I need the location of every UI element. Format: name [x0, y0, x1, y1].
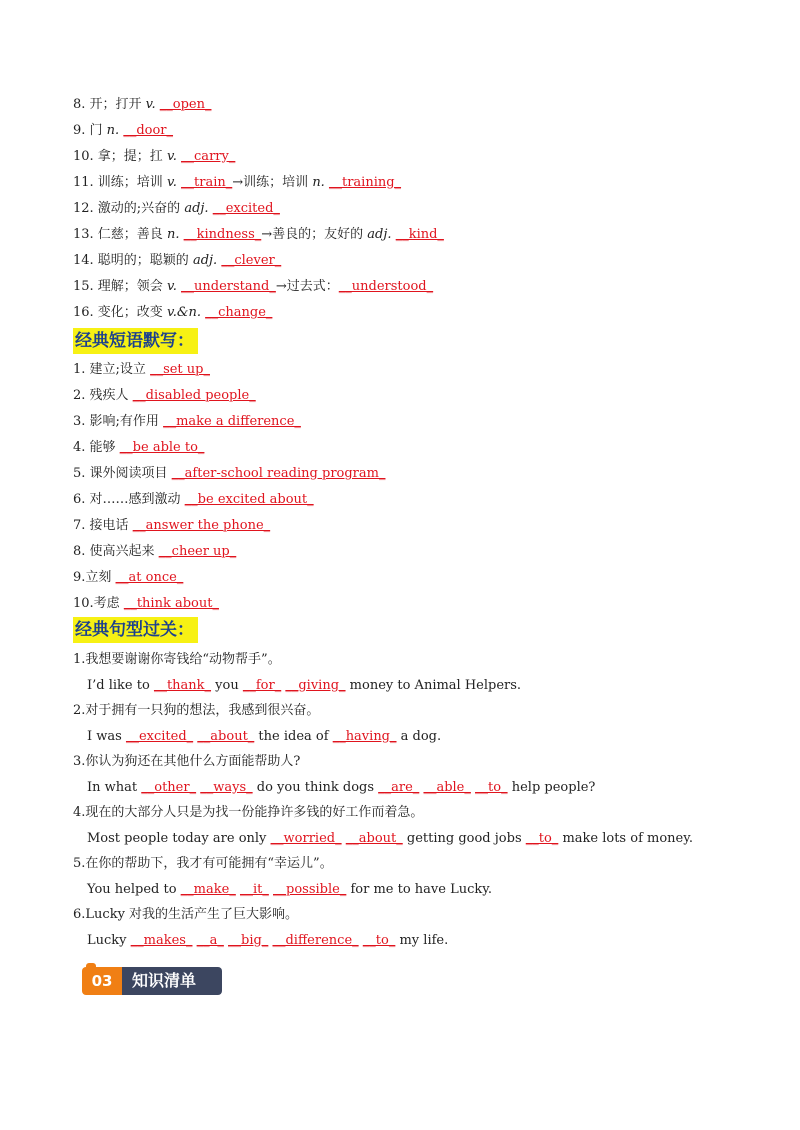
phrase-prompt: 2. 残疾人 — [73, 388, 133, 403]
vocab-prompt: 9. 门 — [73, 123, 107, 138]
part-of-speech: n. — [106, 123, 120, 138]
sentence-english — [87, 830, 693, 848]
vocab-answer: __understand_ — [181, 279, 276, 294]
sentence-text: make lots of money. — [558, 831, 693, 846]
sentence-chinese: 3.你认为狗还在其他什么方面能帮助人? — [73, 754, 301, 769]
sentence-english — [87, 881, 492, 899]
phrase-answer: __make a difference_ — [163, 414, 301, 429]
sentence-answer: __about_ — [197, 729, 255, 744]
sentences-heading: 经典句型过关： — [73, 617, 198, 643]
sentence-text: my life. — [395, 933, 449, 948]
part-of-speech: adj. — [184, 201, 209, 216]
sentence-text: Most people today are only — [87, 831, 271, 846]
vocab-prompt: 11. 训练；培训 — [73, 175, 167, 190]
sentence-text: getting good jobs — [402, 831, 526, 846]
phrase-answer: __set up_ — [150, 362, 210, 377]
phrase-answer: __at once_ — [115, 570, 184, 585]
vocab-item — [73, 226, 444, 244]
arrow-icon: → — [275, 279, 287, 294]
sentence-text: Lucky — [87, 933, 131, 948]
vocab-item — [73, 200, 280, 218]
sentence-text: I was — [87, 729, 126, 744]
vocab-answer: __open_ — [159, 97, 212, 112]
vocab-item — [73, 174, 401, 192]
sentence-english — [87, 779, 595, 797]
sentence-text: for me to have Lucky. — [346, 882, 492, 897]
part-of-speech: n. — [312, 175, 325, 190]
phrase-prompt: 6. 对……感到激动 — [73, 492, 185, 507]
sentence-answer: __a_ — [196, 933, 224, 948]
phrase-item — [73, 543, 236, 561]
sentence-english — [87, 932, 448, 950]
vocab-prompt: 10. 拿；提；扛 — [73, 149, 167, 164]
sentence-text: money to Animal Helpers. — [345, 678, 522, 693]
sentence-answer: __to_ — [362, 933, 396, 948]
phrase-answer: __disabled people_ — [132, 388, 256, 403]
phrase-answer: __be excited about_ — [184, 492, 314, 507]
phrase-item — [73, 569, 183, 587]
phrase-answer: __cheer up_ — [158, 544, 237, 559]
phrase-item — [73, 439, 204, 457]
sentence-answer: __about_ — [345, 831, 403, 846]
part-of-speech: adj. — [367, 227, 392, 242]
vocab-prompt: 12. 激动的;兴奋的 — [73, 201, 185, 216]
sentence-answer: __to_ — [475, 780, 508, 795]
vocab-item — [73, 304, 272, 322]
sentence-answer: __it_ — [239, 882, 269, 897]
sentence-answer: __possible_ — [273, 882, 347, 897]
phrase-item — [73, 413, 301, 431]
phrase-item — [73, 361, 210, 379]
sentence-chinese: 6.Lucky 对我的生活产生了巨大影响。 — [73, 907, 299, 922]
sentence-answer: __ways_ — [200, 780, 253, 795]
vocab-derived-prompt: 善良的；友好的 — [272, 227, 368, 242]
vocab-derived-prompt: 过去式： — [286, 279, 339, 294]
sentence-answer: __giving_ — [285, 678, 346, 693]
part-of-speech: v. — [166, 175, 177, 190]
part-of-speech: v. — [166, 279, 177, 294]
phrase-prompt: 5. 课外阅读项目 — [73, 466, 172, 481]
arrow-icon: → — [232, 175, 244, 190]
section-number: 03 — [82, 967, 122, 995]
vocab-item — [73, 122, 173, 140]
sentence-text: help people? — [507, 780, 596, 795]
sentence-text: In what — [87, 780, 142, 795]
phrase-prompt: 9.立刻 — [73, 570, 116, 585]
sentence-answer: __make_ — [180, 882, 236, 897]
sentence-answer: __to_ — [525, 831, 559, 846]
phrase-item — [73, 595, 219, 613]
phrase-answer: __after-school reading program_ — [171, 466, 386, 481]
vocab-item — [73, 96, 211, 114]
sentence-text: the idea of — [254, 729, 333, 744]
sentence-answer: __excited_ — [125, 729, 194, 744]
vocab-derived-answer: __understood_ — [338, 279, 434, 294]
vocab-item — [73, 148, 235, 166]
phrases-heading: 经典短语默写： — [73, 328, 198, 354]
part-of-speech: v. — [166, 149, 177, 164]
sentence-answer: __for_ — [242, 678, 282, 693]
vocab-answer: __excited_ — [212, 201, 280, 216]
vocab-derived-answer: __training_ — [328, 175, 402, 190]
vocab-prompt: 15. 理解；领会 — [73, 279, 167, 294]
phrase-prompt: 8. 使高兴起来 — [73, 544, 159, 559]
section-badge — [82, 964, 222, 998]
vocab-derived-prompt: 训练；培训 — [243, 175, 313, 190]
sentence-chinese: 4.现在的大部分人只是为找一份能挣许多钱的好工作而着急。 — [73, 805, 424, 820]
phrase-item — [73, 491, 314, 509]
sentence-answer: __big_ — [228, 933, 269, 948]
sentence-answer: __difference_ — [272, 933, 359, 948]
sentence-answer: __worried_ — [270, 831, 342, 846]
vocab-answer: __train_ — [181, 175, 233, 190]
vocab-prompt: 13. 仁慈；善良 — [73, 227, 167, 242]
sentence-text: do you think dogs — [252, 780, 379, 795]
vocab-derived-answer: __kind_ — [395, 227, 444, 242]
phrase-item — [73, 517, 270, 535]
part-of-speech: adj. — [192, 253, 218, 268]
sentence-answer: __are_ — [378, 780, 420, 795]
section-title: 知识清单 — [122, 967, 222, 995]
sentence-text: you — [211, 678, 243, 693]
sentence-text: I’d like to — [87, 678, 154, 693]
sentence-answer: __makes_ — [130, 933, 193, 948]
vocab-answer: __carry_ — [181, 149, 236, 164]
phrase-answer: __answer the phone_ — [132, 518, 271, 533]
part-of-speech: v. — [145, 97, 156, 112]
part-of-speech: n. — [166, 227, 180, 242]
sentence-english — [87, 728, 441, 746]
phrase-prompt: 10.考虑 — [73, 596, 124, 611]
sentence-english — [87, 677, 521, 695]
arrow-icon: → — [261, 227, 273, 242]
phrase-item — [73, 387, 256, 405]
sentence-chinese: 5.在你的帮助下，我才有可能拥有“幸运儿”。 — [73, 856, 333, 871]
sentence-answer: __thank_ — [153, 678, 212, 693]
vocab-answer: __clever_ — [221, 253, 282, 268]
vocab-answer: __kindness_ — [183, 227, 262, 242]
vocab-item — [73, 278, 433, 296]
sentence-answer: __other_ — [141, 780, 197, 795]
vocab-prompt: 16. 变化；改变 — [73, 305, 167, 320]
sentence-answer: __having_ — [332, 729, 397, 744]
part-of-speech: v.&n. — [166, 305, 201, 320]
vocab-item — [73, 252, 281, 270]
phrase-prompt: 3. 影响;有作用 — [73, 414, 164, 429]
vocab-answer: __change_ — [205, 305, 273, 320]
sentence-chinese: 2.对于拥有一只狗的想法，我感到很兴奋。 — [73, 703, 320, 718]
sentence-text: a dog. — [396, 729, 442, 744]
vocab-prompt: 14. 聪明的；聪颖的 — [73, 253, 193, 268]
vocab-prompt: 8. 开；打开 — [73, 97, 146, 112]
phrase-prompt: 7. 接电话 — [73, 518, 133, 533]
sentence-text: You helped to — [87, 882, 181, 897]
vocab-answer: __door_ — [123, 123, 174, 138]
phrase-prompt: 1. 建立;设立 — [73, 362, 151, 377]
phrase-prompt: 4. 能够 — [73, 440, 120, 455]
phrase-answer: __think about_ — [123, 596, 219, 611]
phrase-item — [73, 465, 385, 483]
phrase-answer: __be able to_ — [119, 440, 205, 455]
sentence-answer: __able_ — [423, 780, 471, 795]
sentence-chinese: 1.我想要谢谢你寄钱给“动物帮手”。 — [73, 652, 281, 667]
